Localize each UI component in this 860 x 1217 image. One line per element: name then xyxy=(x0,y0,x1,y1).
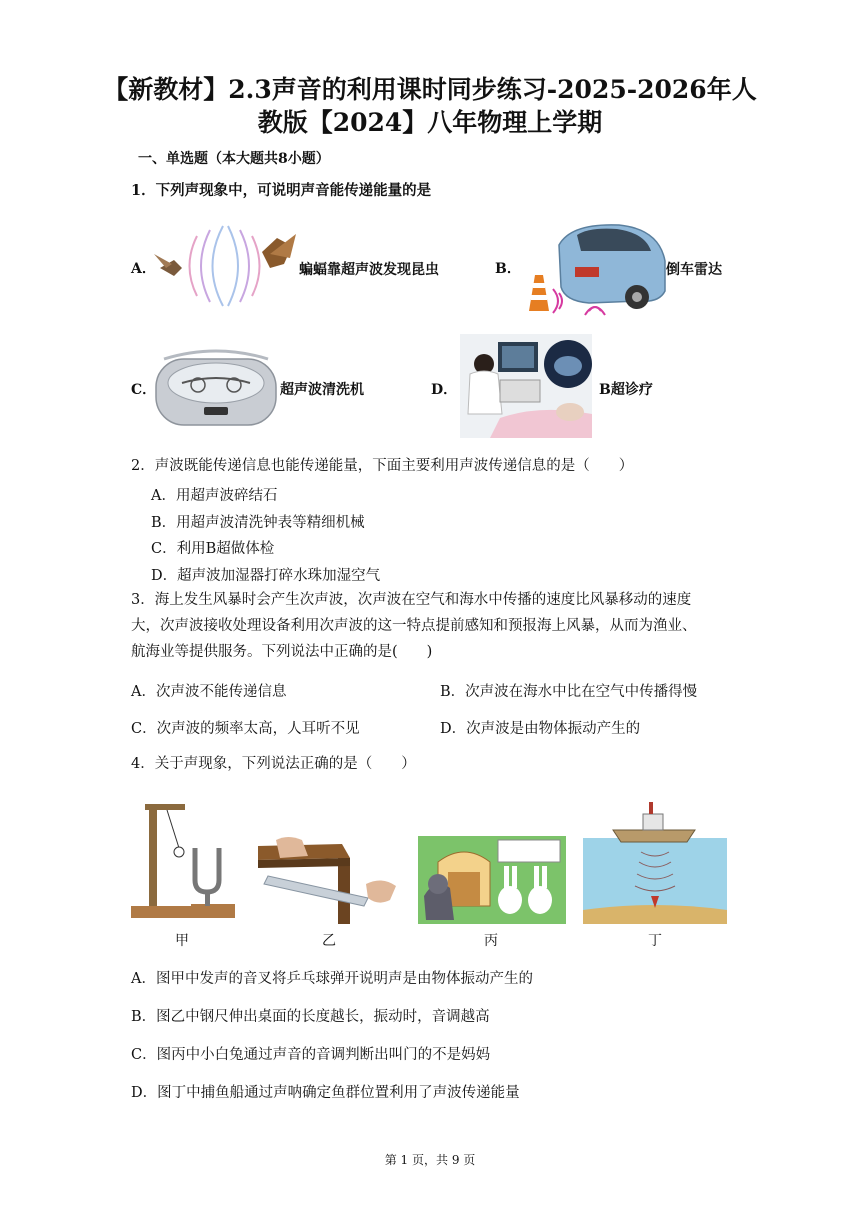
reversing-radar-car-image xyxy=(519,221,667,319)
q2-option-b: B．用超声波清洗钟表等精细机械 xyxy=(151,515,365,531)
steel-ruler-table-image xyxy=(258,836,402,924)
q4-stem: 4．关于声现象，下列说法正确的是（ ） xyxy=(131,756,416,772)
q2-option-a: A．用超声波碎结石 xyxy=(151,488,278,504)
q2-option-d: D．超声波加湿器打碎水珠加湿空气 xyxy=(151,568,381,584)
bat-ultrasound-image xyxy=(152,224,298,308)
q4-option-a: A．图甲中发声的音叉将乒乓球弹开说明声是由物体振动产生的 xyxy=(131,971,533,987)
q4-option-d: D．图丁中捕鱼船通过声呐确定鱼群位置利用了声波传递能量 xyxy=(131,1085,520,1101)
q3-option-a: A．次声波不能传递信息 xyxy=(131,684,287,700)
caption-jia: 甲 xyxy=(175,933,189,949)
q1-option-c-text: 超声波清洗机 xyxy=(280,382,364,398)
q2-option-c: C．利用B超做体检 xyxy=(151,541,275,557)
title-line-1: 【新教材】2.3声音的利用课时同步练习-2025-2026年人 xyxy=(103,75,757,104)
q3-stem-line-2: 大，次声波接收处理设备利用次声波的这一特点提前感知和预报海上风暴，从而为渔业、 xyxy=(131,618,697,634)
page-footer: 第 1 页，共 9 页 xyxy=(384,1153,476,1167)
q1-option-b-letter: B． xyxy=(495,261,521,277)
q1-stem: 1．下列声现象中，可说明声音能传递能量的是 xyxy=(131,182,432,199)
q4-option-b: B．图乙中钢尺伸出桌面的长度越长，振动时，音调越高 xyxy=(131,1009,490,1025)
q1-option-a-letter: A． xyxy=(131,261,156,277)
caption-bing: 丙 xyxy=(484,933,498,949)
section-heading: 一、单选题（本大题共8小题） xyxy=(138,151,330,167)
title-line-2: 教版【2024】八年物理上学期 xyxy=(257,108,603,137)
q3-stem-line-1: 3．海上发生风暴时会产生次声波，次声波在空气和海水中传播的速度比风暴移动的速度 xyxy=(131,592,692,608)
tuning-fork-ball-image xyxy=(131,796,239,924)
q3-option-b: B．次声波在海水中比在空气中传播得慢 xyxy=(440,684,698,700)
q1-option-d-text: B超诊疗 xyxy=(599,382,653,398)
caption-yi: 乙 xyxy=(322,933,336,949)
q4-option-c: C．图丙中小白兔通过声音的音调判断出叫门的不是妈妈 xyxy=(131,1047,491,1063)
rabbit-cartoon-image xyxy=(418,836,566,924)
q1-option-c-letter: C． xyxy=(131,382,157,398)
ultrasonic-cleaner-image xyxy=(154,345,278,429)
q2-stem: 2．声波既能传递信息也能传递能量，下面主要利用声波传递信息的是（ ） xyxy=(131,458,634,474)
b-ultrasound-exam-image xyxy=(460,334,592,438)
q3-stem-line-3: 航海业等提供服务。下列说法中正确的是( ) xyxy=(131,644,433,660)
caption-ding: 丁 xyxy=(648,933,662,949)
q1-option-d-letter: D． xyxy=(431,382,458,398)
sonar-fishing-boat-image xyxy=(583,800,727,924)
q1-option-a-text: 蝙蝠靠超声波发现昆虫 xyxy=(299,262,439,278)
q3-option-d: D．次声波是由物体振动产生的 xyxy=(440,721,641,737)
q1-option-b-text: 倒车雷达 xyxy=(666,262,722,278)
q3-option-c: C．次声波的频率太高，人耳听不见 xyxy=(131,721,360,737)
